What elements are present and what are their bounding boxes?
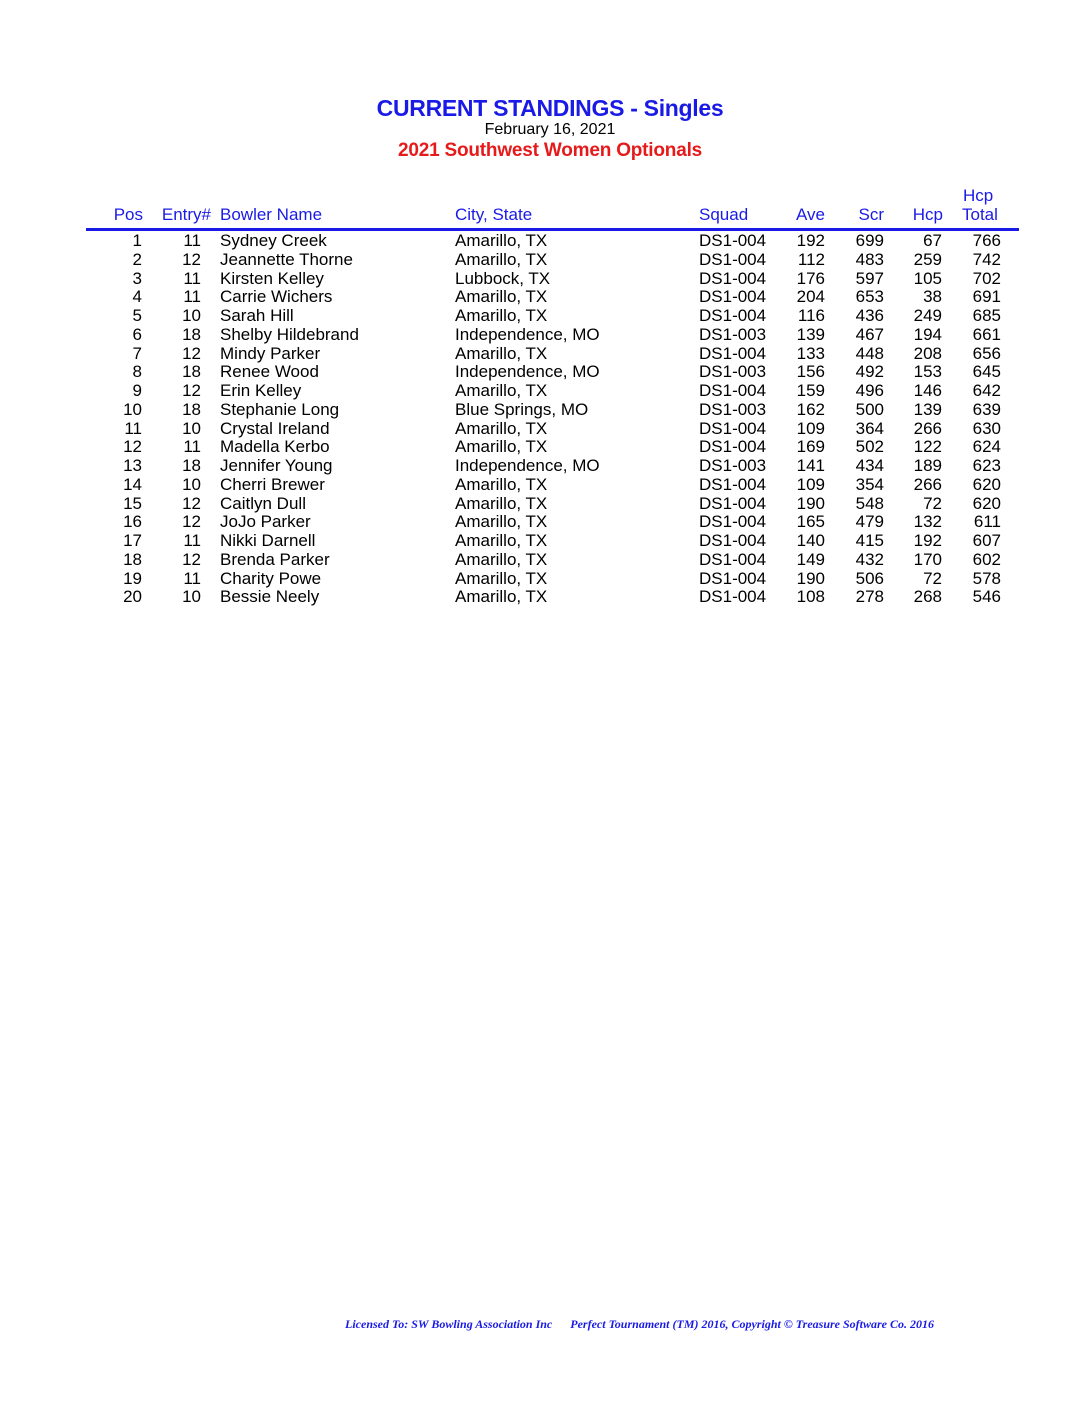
cell-scr: 415 [855,531,884,550]
cell-total: 685 [972,306,1001,325]
cell-pos: 11 [124,418,142,438]
cell-hcp: 132 [913,512,942,532]
cell-total: 611 [973,512,1001,532]
cell-squad: DS1-004 [699,306,767,325]
cell-hcp: 67 [923,231,942,250]
cell-ave: 165 [796,512,825,532]
cell-hcp: 268 [913,587,942,607]
event-name: 2021 Southwest Women Optionals [397,140,703,161]
cell-pos: 5 [132,306,142,325]
cell-total: 620 [972,493,1001,513]
cell-city-state: Amarillo, TX [455,343,548,363]
cell-squad: DS1-004 [699,512,767,532]
cell-scr: 364 [855,418,884,438]
cell-hcp: 105 [913,268,942,288]
cell-squad: DS1-004 [699,343,767,363]
cell-city-state: Independence, MO [455,362,600,382]
cell-city-state: Independence, MO [455,456,600,475]
cell-bowler-name: Stephanie Long [220,399,340,419]
cell-entry: 10 [182,587,201,607]
cell-squad: DS1-004 [699,531,767,550]
cell-ave: 162 [796,399,825,419]
cell-pos: 4 [132,287,142,307]
cell-scr: 699 [855,231,884,250]
header-entry: Entry# [161,205,211,224]
cell-bowler-name: Kirsten Kelley [220,268,324,288]
cell-bowler-name: Charity Powe [220,568,322,588]
cell-squad: DS1-004 [699,268,767,288]
cell-pos: 18 [123,549,142,569]
cell-entry: 12 [182,549,201,569]
table-row [0,475,1088,494]
cell-squad: DS1-004 [699,249,767,269]
cell-city-state: Lubbock, TX [455,268,551,288]
cell-ave: 133 [796,343,825,363]
cell-hcp: 38 [923,287,942,307]
cell-pos: 13 [123,456,142,475]
cell-entry: 11 [183,287,201,307]
cell-total: 623 [972,456,1001,475]
cell-ave: 139 [796,324,825,344]
report-date: February 16, 2021 [484,121,616,138]
table-row [0,287,1088,306]
cell-hcp: 192 [913,531,942,550]
table-row [0,306,1088,325]
header-squad: Squad [699,205,749,224]
cell-squad: DS1-004 [699,568,767,588]
standings-table [0,231,1088,606]
table-row [0,437,1088,456]
cell-entry: 12 [182,381,201,400]
cell-scr: 432 [855,549,884,569]
cell-total: 546 [972,587,1001,607]
cell-bowler-name: JoJo Parker [220,512,311,532]
cell-scr: 506 [855,568,884,588]
header-bowler-name: Bowler Name [220,205,323,224]
cell-total: 624 [972,437,1001,457]
cell-ave: 140 [796,531,825,550]
cell-scr: 479 [855,512,884,532]
cell-city-state: Amarillo, TX [455,249,548,269]
cell-pos: 10 [123,399,142,419]
cell-pos: 2 [132,249,142,269]
cell-squad: DS1-003 [699,324,767,344]
cell-entry: 12 [182,249,201,269]
cell-city-state: Amarillo, TX [455,531,548,550]
table-row [0,250,1088,269]
cell-entry: 18 [182,324,201,344]
cell-city-state: Blue Springs, MO [455,399,589,419]
cell-bowler-name: Nikki Darnell [220,531,316,550]
cell-ave: 108 [796,587,825,607]
header-hcp: Hcp [912,205,943,224]
cell-entry: 10 [182,418,201,438]
cell-ave: 109 [796,474,825,494]
cell-hcp: 139 [913,399,942,419]
cell-ave: 204 [796,287,825,307]
cell-pos: 1 [132,231,142,250]
cell-hcp: 194 [913,324,942,344]
header-scr: Scr [858,205,884,224]
cell-bowler-name: Jennifer Young [220,456,333,475]
cell-scr: 483 [855,249,884,269]
cell-ave: 156 [796,362,825,382]
cell-pos: 16 [123,512,142,532]
cell-city-state: Amarillo, TX [455,287,548,307]
cell-entry: 12 [182,343,201,363]
cell-ave: 149 [796,549,825,569]
cell-city-state: Amarillo, TX [455,474,548,494]
cell-pos: 14 [123,474,142,494]
cell-entry: 11 [183,437,201,457]
cell-total: 702 [972,268,1001,288]
report-title: CURRENT STANDINGS - Singles [376,95,724,121]
table-row [0,269,1088,288]
cell-squad: DS1-003 [699,399,767,419]
cell-hcp: 189 [913,456,942,475]
cell-hcp: 208 [913,343,942,363]
cell-squad: DS1-004 [699,587,767,607]
cell-bowler-name: Renee Wood [220,362,319,382]
cell-total: 607 [972,531,1001,550]
table-row [0,419,1088,438]
cell-hcp: 72 [923,568,942,588]
cell-entry: 11 [183,231,201,250]
table-row [0,494,1088,513]
cell-scr: 548 [855,493,884,513]
cell-total: 630 [972,418,1001,438]
cell-total: 602 [972,549,1001,569]
table-row [0,531,1088,550]
cell-pos: 12 [123,437,142,457]
cell-city-state: Amarillo, TX [455,306,548,325]
report-header [0,94,1088,163]
table-row [0,512,1088,531]
cell-squad: DS1-004 [699,418,767,438]
cell-scr: 496 [855,381,884,400]
cell-city-state: Amarillo, TX [455,568,548,588]
cell-scr: 653 [855,287,884,307]
cell-bowler-name: Crystal Ireland [220,418,330,438]
cell-scr: 436 [855,306,884,325]
cell-scr: 492 [855,362,884,382]
cell-scr: 354 [855,474,884,494]
cell-hcp: 153 [913,362,942,382]
cell-squad: DS1-004 [699,437,767,457]
cell-total: 661 [972,324,1001,344]
table-row [0,587,1088,606]
cell-entry: 12 [182,493,201,513]
cell-pos: 15 [123,493,142,513]
cell-scr: 500 [855,399,884,419]
cell-pos: 6 [132,324,142,344]
table-row [0,550,1088,569]
cell-city-state: Amarillo, TX [455,587,548,607]
cell-bowler-name: Shelby Hildebrand [220,324,359,344]
cell-bowler-name: Caitlyn Dull [220,493,306,513]
cell-bowler-name: Cherri Brewer [220,474,325,494]
cell-ave: 192 [796,231,825,250]
header-ave: Ave [796,205,825,224]
footer [345,1317,1045,1332]
cell-total: 620 [972,474,1001,494]
cell-pos: 20 [123,587,142,607]
cell-pos: 7 [132,343,142,363]
cell-hcp: 266 [913,474,942,494]
header-city-state: City, State [455,205,533,224]
cell-hcp: 266 [913,418,942,438]
table-row [0,362,1088,381]
cell-total: 742 [972,249,1001,269]
cell-city-state: Amarillo, TX [455,231,548,250]
cell-entry: 10 [182,474,201,494]
cell-ave: 116 [797,306,825,325]
cell-bowler-name: Jeannette Thorne [220,249,353,269]
cell-hcp: 249 [913,306,942,325]
cell-city-state: Amarillo, TX [455,493,548,513]
cell-entry: 18 [182,456,201,475]
cell-squad: DS1-004 [699,287,767,307]
cell-bowler-name: Mindy Parker [220,343,321,363]
cell-squad: DS1-003 [699,362,767,382]
cell-ave: 190 [796,493,825,513]
cell-ave: 176 [796,268,825,288]
cell-entry: 11 [183,568,201,588]
cell-bowler-name: Brenda Parker [220,549,330,569]
cell-hcp: 170 [913,549,942,569]
cell-pos: 19 [123,568,142,588]
cell-entry: 18 [182,362,201,382]
cell-ave: 112 [797,249,825,269]
table-row [0,325,1088,344]
cell-ave: 159 [796,381,825,400]
cell-scr: 278 [855,587,884,607]
cell-entry: 12 [182,512,201,532]
cell-hcp: 72 [923,493,942,513]
footer-license: Licensed To: SW Bowling Association Inc [345,1317,553,1331]
cell-ave: 190 [796,568,825,588]
table-row [0,231,1088,250]
table-row [0,400,1088,419]
cell-squad: DS1-003 [699,456,767,475]
cell-hcp: 146 [913,381,942,400]
cell-squad: DS1-004 [699,231,767,250]
cell-city-state: Independence, MO [455,324,600,344]
cell-city-state: Amarillo, TX [455,437,548,457]
cell-entry: 11 [183,268,201,288]
column-header-row [0,186,1088,228]
cell-scr: 597 [855,268,884,288]
footer-copyright: Perfect Tournament (TM) 2016, Copyright © Treasure Software Co. 2016 [570,1317,935,1331]
header-pos: Pos [113,205,143,224]
cell-pos: 8 [132,362,142,382]
cell-hcp: 259 [913,249,942,269]
table-row [0,381,1088,400]
cell-pos: 3 [132,268,142,288]
cell-total: 656 [972,343,1001,363]
cell-scr: 448 [855,343,884,363]
cell-city-state: Amarillo, TX [455,381,548,400]
cell-scr: 434 [855,456,884,475]
cell-squad: DS1-004 [699,493,767,513]
cell-entry: 10 [182,306,201,325]
cell-ave: 141 [796,456,825,475]
cell-ave: 109 [796,418,825,438]
cell-pos: 17 [123,531,142,550]
table-row [0,569,1088,588]
cell-total: 766 [972,231,1001,250]
cell-pos: 9 [132,381,142,400]
cell-scr: 502 [855,437,884,457]
cell-total: 642 [972,381,1001,400]
cell-scr: 467 [855,324,884,344]
cell-entry: 18 [182,399,201,419]
cell-total: 691 [972,287,1001,307]
cell-total: 578 [972,568,1001,588]
cell-city-state: Amarillo, TX [455,512,548,532]
cell-squad: DS1-004 [699,549,767,569]
cell-squad: DS1-004 [699,381,767,400]
cell-hcp: 122 [913,437,942,457]
cell-bowler-name: Madella Kerbo [220,437,330,457]
cell-bowler-name: Bessie Neely [220,587,320,607]
cell-bowler-name: Sydney Creek [220,231,327,250]
table-row [0,344,1088,363]
cell-total: 639 [972,399,1001,419]
header-total-top: Hcp [963,186,994,205]
cell-bowler-name: Erin Kelley [220,381,302,400]
header-total: Total [962,205,998,224]
cell-squad: DS1-004 [699,474,767,494]
cell-bowler-name: Sarah Hill [220,306,294,325]
cell-bowler-name: Carrie Wichers [220,287,333,307]
table-row [0,456,1088,475]
cell-ave: 169 [796,437,825,457]
cell-city-state: Amarillo, TX [455,549,548,569]
cell-city-state: Amarillo, TX [455,418,548,438]
cell-entry: 11 [183,531,201,550]
cell-total: 645 [972,362,1001,382]
